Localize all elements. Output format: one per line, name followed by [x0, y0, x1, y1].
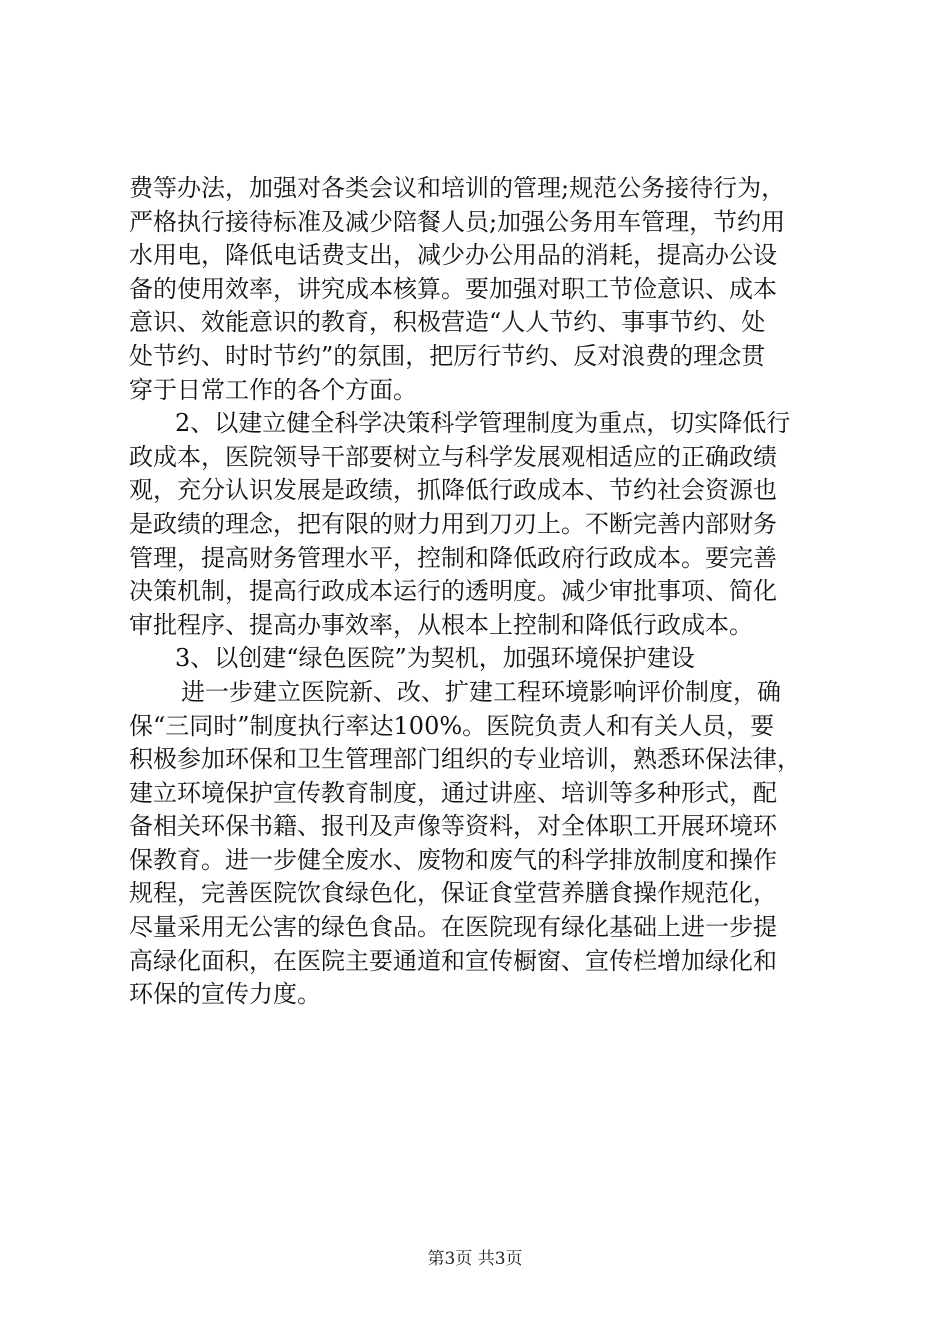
text-line: 处节约、时时节约”的氛围，把厉行节约、反对浪费的理念贯 — [129, 341, 766, 370]
text-line: 严格执行接待标准及减少陪餐人员;加强公务用车管理，节约用 — [129, 207, 786, 236]
text-line: 保“三同时”制度执行率达100%。医院负责人和有关人员，要 — [129, 711, 775, 740]
text-line: 意识、效能意识的教育，积极营造“人人节约、事事节约、处 — [129, 308, 766, 337]
text-line: 观，充分认识发展是政绩，抓降低行政成本、节约社会资源也 — [129, 476, 777, 505]
text-line: 穿于日常工作的各个方面。 — [129, 375, 417, 404]
text-line: 决策机制，提高行政成本运行的透明度。减少审批事项、简化 — [129, 577, 777, 606]
text-line: 水用电，降低电话费支出，减少办公用品的消耗，提高办公设 — [129, 241, 777, 270]
text-line: 高绿化面积，在医院主要通道和宣传橱窗、宣传栏增加绿化和 — [129, 946, 777, 975]
text-line: 尽量采用无公害的绿色食品。在医院现有绿化基础上进一步提 — [129, 913, 777, 942]
text-line: 管理，提高财务管理水平，控制和降低政府行政成本。要完善 — [129, 543, 777, 572]
paragraph-first-line: 进一步建立医院新、改、扩建工程环境影响评价制度，确 — [181, 677, 781, 706]
text-line: 政成本，医院领导干部要树立与科学发展观相适应的正确政绩 — [129, 442, 777, 471]
text-line: 保教育。进一步健全废水、废物和废气的科学排放制度和操作 — [129, 845, 777, 874]
section-3-heading: 3、以创建“绿色医院”为契机，加强环境保护建设 — [175, 644, 695, 673]
text-line: 审批程序、提高办事效率，从根本上控制和降低行政成本。 — [129, 610, 753, 639]
text-line: 备相关环保书籍、报刊及声像等资料，对全体职工开展环境环 — [129, 812, 777, 841]
text-line: 备的使用效率，讲究成本核算。要加强对职工节俭意识、成本 — [129, 274, 777, 303]
text-line: 费等办法，加强对各类会议和培训的管理;规范公务接待行为， — [129, 174, 786, 202]
text-line: 积极参加环保和卫生管理部门组织的专业培训，熟悉环保法律， — [129, 745, 801, 774]
text-line: 环保的宣传力度。 — [129, 980, 321, 1009]
text-line: 是政绩的理念，把有限的财力用到刀刃上。不断完善内部财务 — [129, 509, 777, 538]
section-2-heading-line: 2、以建立健全科学决策科学管理制度为重点，切实降低行 — [175, 409, 791, 438]
text-line: 规程，完善医院饮食绿色化，保证食堂营养膳食操作规范化， — [129, 879, 777, 908]
page-number-footer: 第3页 共3页 — [427, 1249, 523, 1269]
text-line: 建立环境保护宣传教育制度，通过讲座、培训等多种形式，配 — [129, 778, 777, 807]
document-body — [129, 172, 829, 1012]
